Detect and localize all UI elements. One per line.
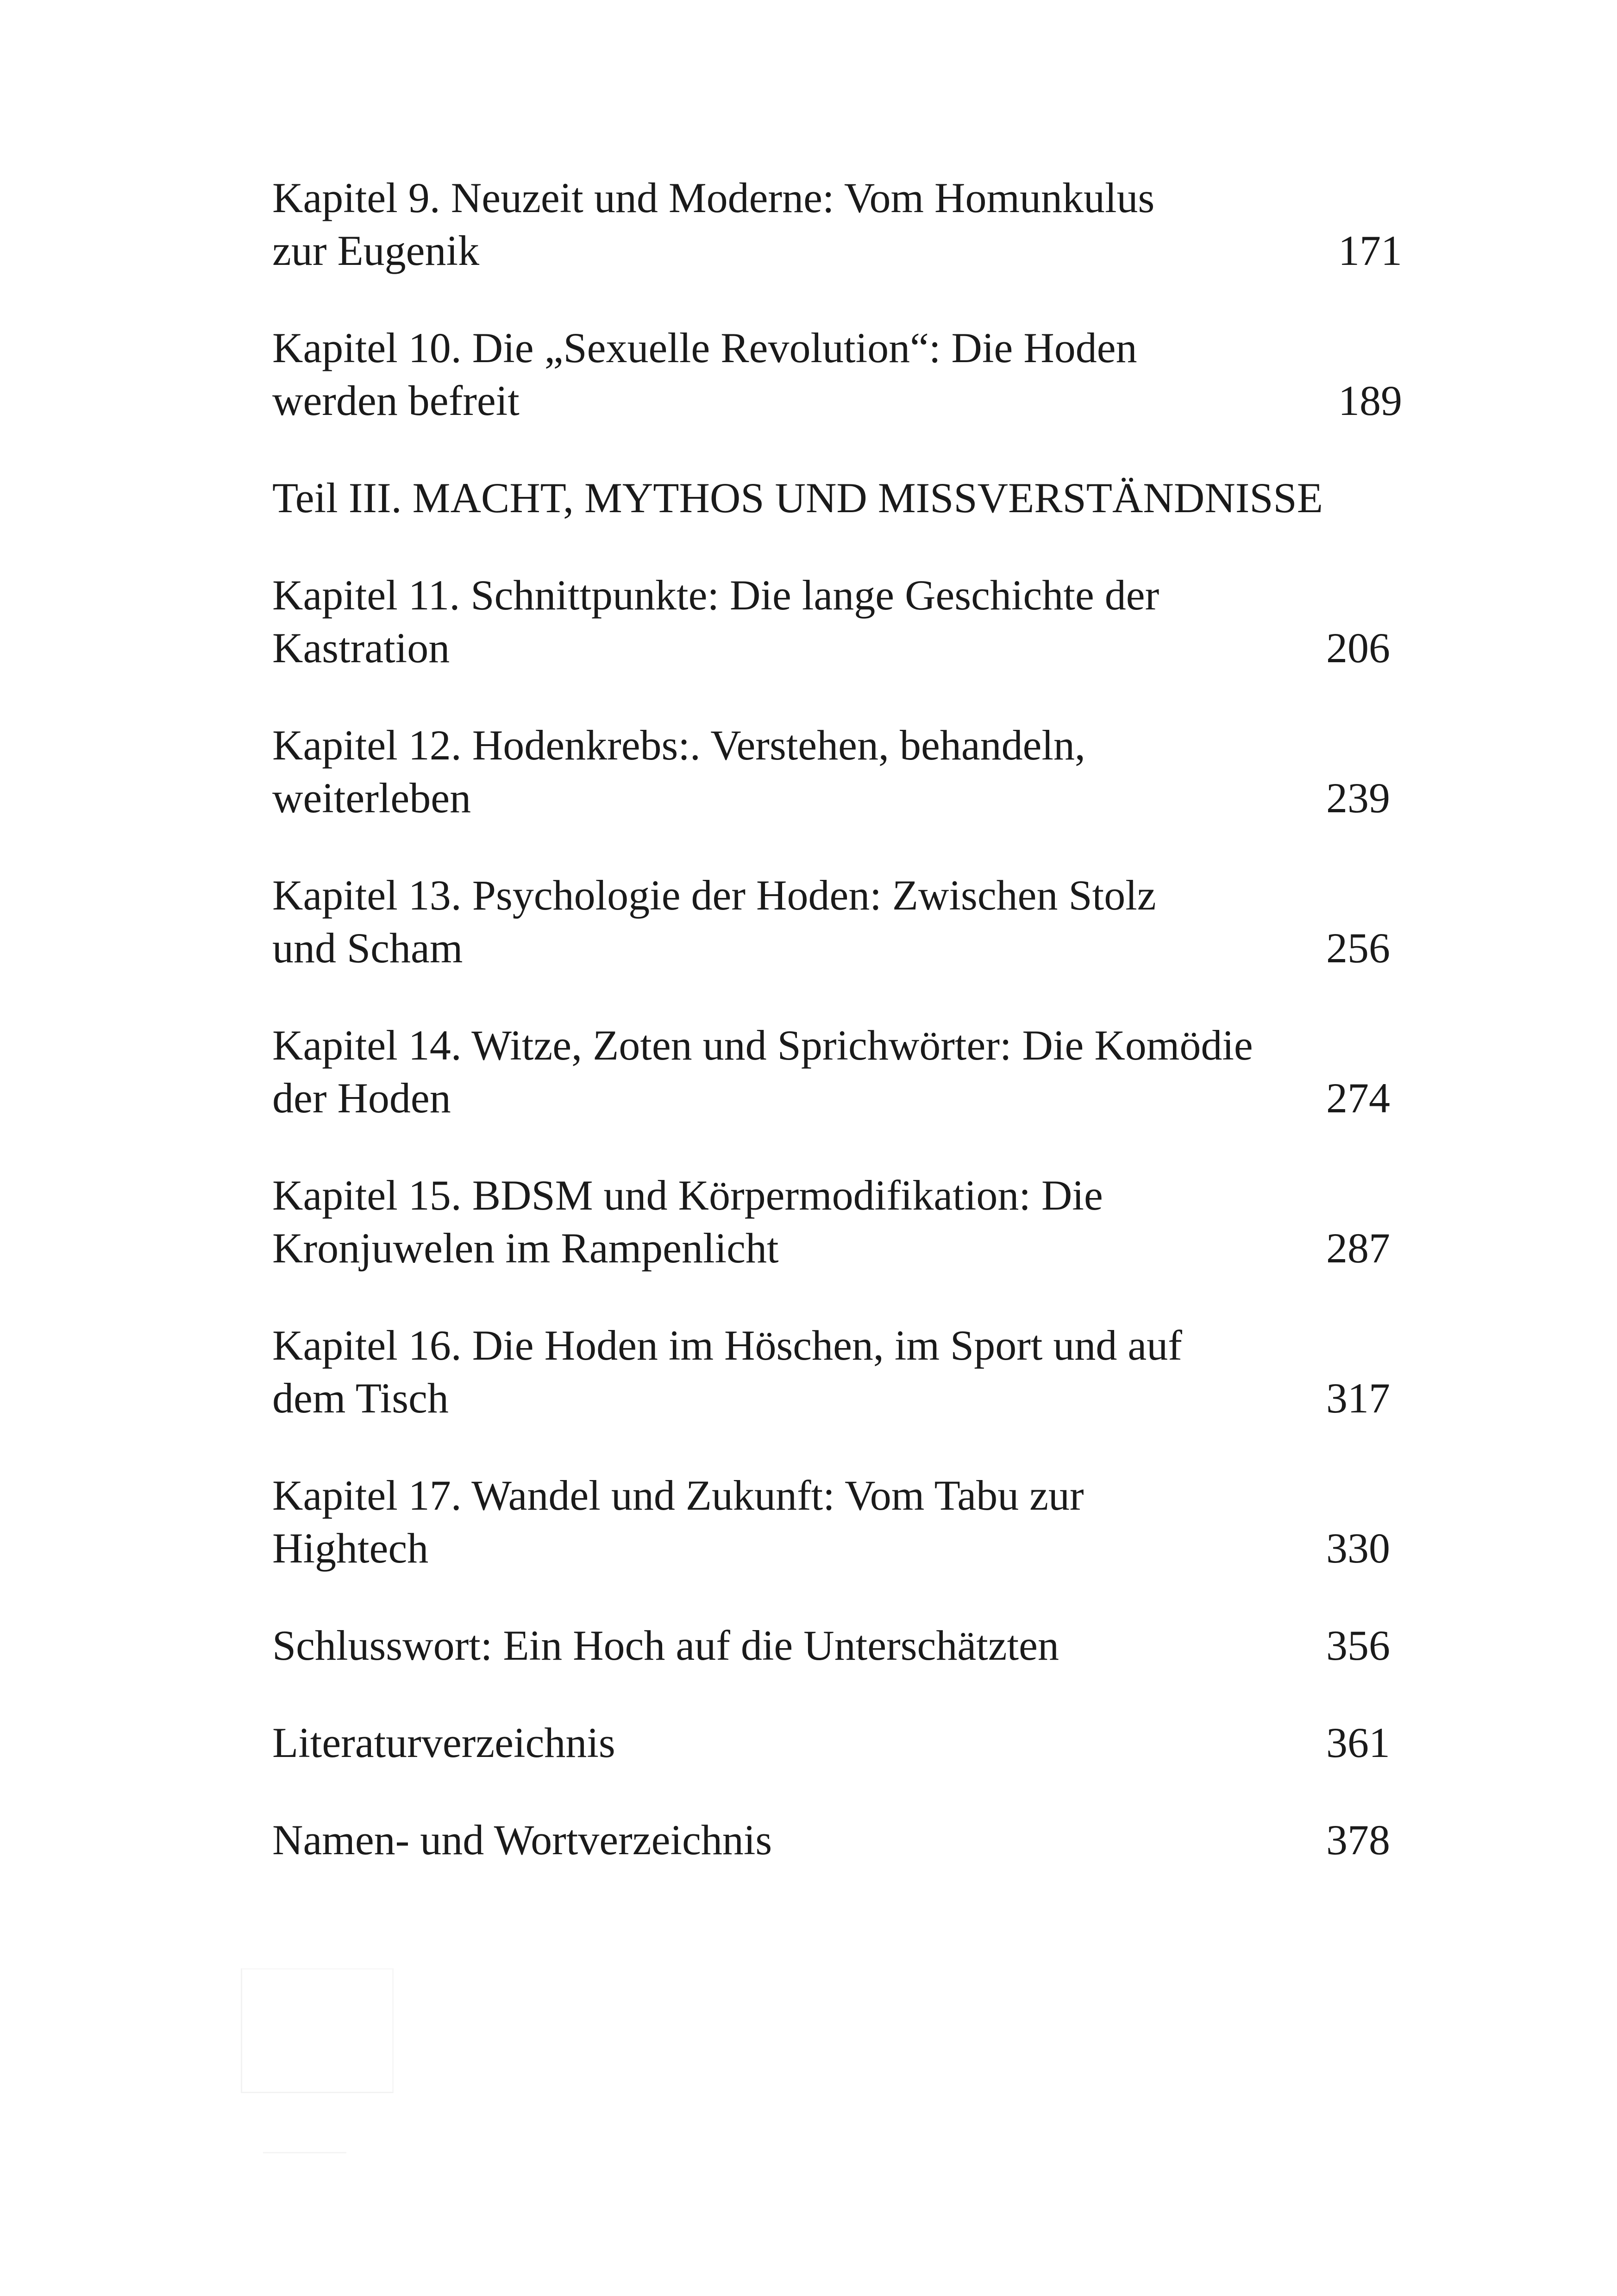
toc-entry-page-number: 356: [1326, 1622, 1390, 1669]
toc-entry-page-number: 330: [1326, 1524, 1390, 1572]
toc-entry-page-number: 171: [1338, 227, 1402, 274]
toc-entry-namen-und-wortverzeichnis: [272, 1813, 1402, 1866]
toc-entry-title: Namen- und Wortverzeichnis: [272, 1816, 772, 1863]
toc-part-heading-teil-3: Teil III. MACHT, MYTHOS UND MISSVERSTÄNDNISSE: [272, 474, 1323, 521]
toc-entry-title: Kapitel 15. BDSM und Körpermodifikation: Die Kronjuwelen im Rampenlicht: [272, 1172, 1103, 1272]
toc-entry-kapitel-10: [272, 321, 1402, 427]
toc-entry-title: Kapitel 16. Die Hoden im Höschen, im Sport und auf dem Tisch: [272, 1322, 1182, 1422]
toc-entry-kapitel-14: [272, 1019, 1402, 1124]
toc-entry-kapitel-17: [272, 1469, 1402, 1575]
toc-entry-page-number: 378: [1326, 1816, 1390, 1863]
toc-entry-title: Kapitel 11. Schnittpunkte: Die lange Geschichte der Kastration: [272, 571, 1159, 671]
toc-entry-title: Kapitel 12. Hodenkrebs:. Verstehen, behandeln, weiterleben: [272, 721, 1086, 822]
toc-entry-schlusswort: [272, 1619, 1402, 1672]
toc-entry-kapitel-16: [272, 1319, 1402, 1424]
toc-entry-kapitel-12: [272, 719, 1402, 824]
toc-entry-kapitel-11: [272, 569, 1402, 674]
toc-entry-title: Kapitel 13. Psychologie der Hoden: Zwischen Stolz und Scham: [272, 872, 1156, 972]
table-of-contents: [272, 171, 1402, 1911]
toc-entry-kapitel-9: [272, 171, 1402, 277]
faint-scan-artifact: [263, 2098, 346, 2153]
toc-entry-title: Schlusswort: Ein Hoch auf die Unterschätzten: [272, 1622, 1059, 1669]
faint-scan-artifact: [241, 1968, 394, 2093]
toc-entry-title: Kapitel 14. Witze, Zoten und Sprichwörter: Die Komödie der Hoden: [272, 1022, 1253, 1122]
toc-entry-page-number: 256: [1326, 924, 1390, 972]
toc-entry-page-number: 287: [1326, 1224, 1390, 1272]
toc-entry-title: Kapitel 17. Wandel und Zukunft: Vom Tabu zur Hightech: [272, 1472, 1084, 1572]
toc-entry-title: Literaturverzeichnis: [272, 1719, 615, 1766]
toc-entry-page-number: 239: [1326, 774, 1390, 822]
toc-entry-kapitel-13: [272, 869, 1402, 974]
toc-entry-page-number: 317: [1326, 1374, 1390, 1422]
toc-entry-page-number: 189: [1338, 377, 1402, 424]
toc-entry-kapitel-15: [272, 1169, 1402, 1274]
toc-entry-page-number: 206: [1326, 624, 1390, 671]
toc-entry-title: Kapitel 9. Neuzeit und Moderne: Vom Homunkulus zur Eugenik: [272, 174, 1155, 274]
toc-entry-page-number: 361: [1326, 1719, 1390, 1766]
toc-entry-title: Kapitel 10. Die „Sexuelle Revolution“: Die Hoden werden befreit: [272, 324, 1137, 424]
toc-entry-page-number: 274: [1326, 1074, 1390, 1122]
toc-entry-literaturverzeichnis: [272, 1716, 1402, 1769]
